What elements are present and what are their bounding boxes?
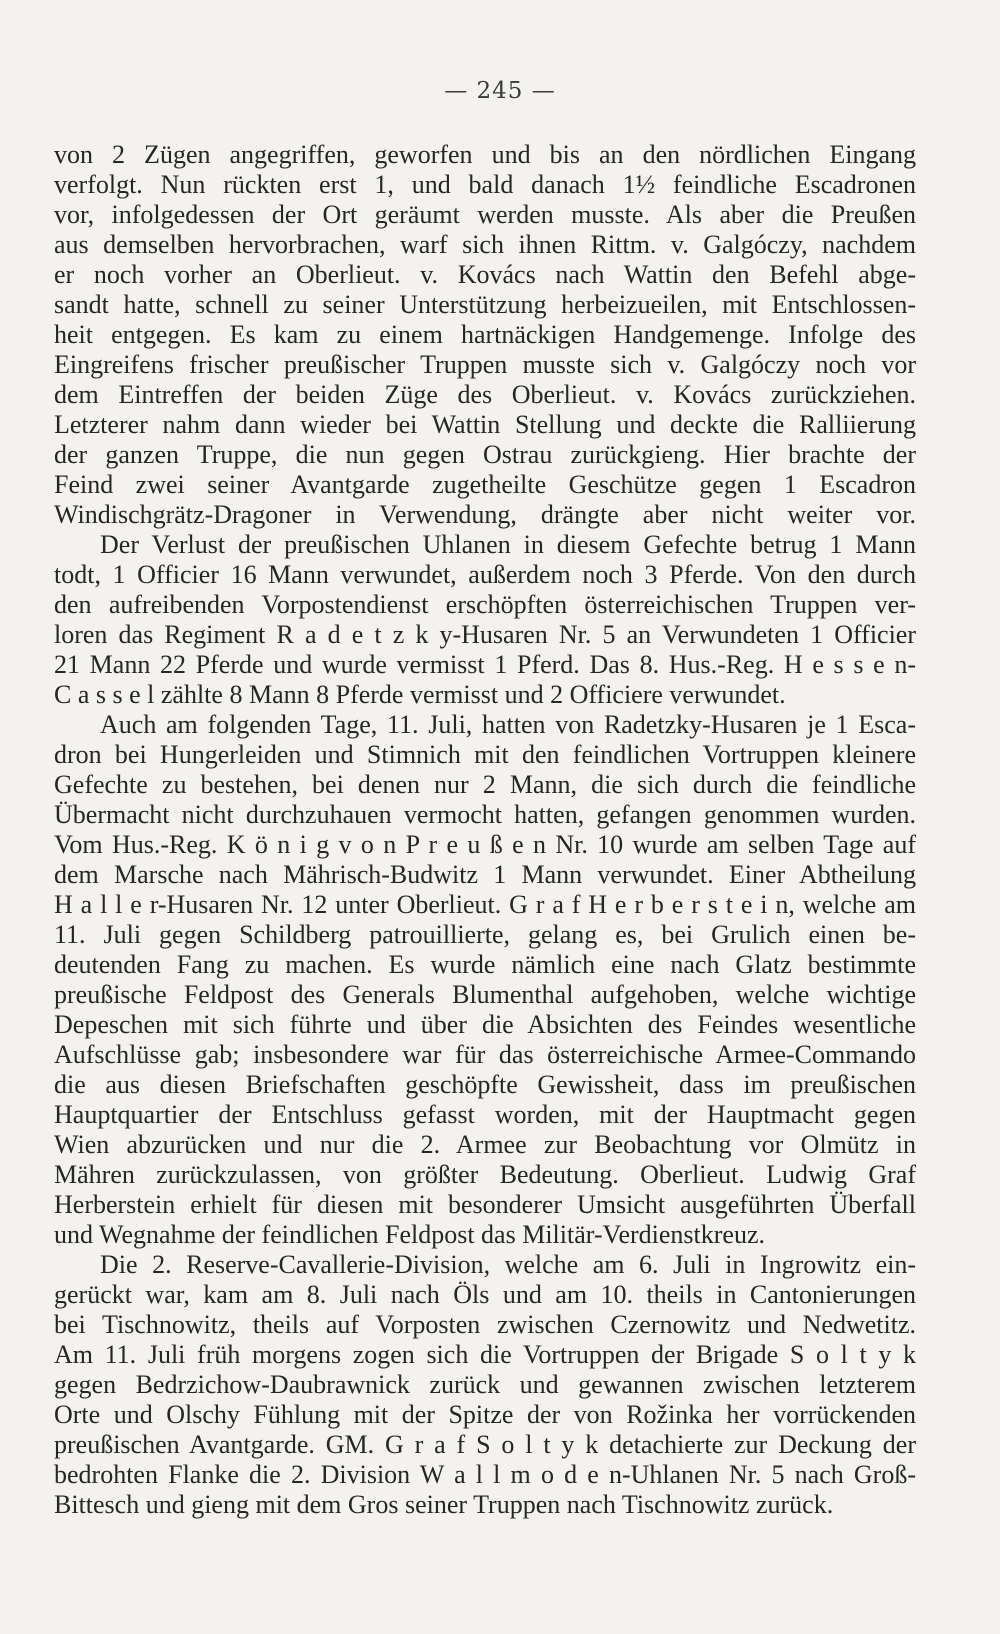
text-line: deutenden Fang zu machen. Es wurde nämlich eine nach Glatz bestimmte [54,950,916,979]
text-line: Aufschlüsse gab; insbesondere war für das österreichische Armee-Commando [54,1040,916,1069]
text-line: todt, 1 Officier 16 Mann verwundet, außerdem noch 3 Pferde. Von den durch [54,560,916,589]
text-line: Wien abzurücken und nur die 2. Armee zur Beobachtung vor Olmütz in [54,1130,916,1159]
text-line: dron bei Hungerleiden und Stimnich mit den feindlichen Vortruppen kleinere [54,740,916,769]
text-line: Windischgrätz-Dragoner in Verwendung, drängte aber nicht weiter vor. [54,500,916,529]
text-line: Der Verlust der preußischen Uhlanen in diesem Gefechte betrug 1 Mann [100,530,916,559]
text-line: und Wegnahme der feindlichen Feldpost das Militär-Verdienstkreuz. [54,1220,765,1249]
text-line: Herberstein erhielt für diesen mit besonderer Umsicht ausgeführten Überfall [54,1190,916,1219]
text-line: bedrohten Flanke die 2. Division W a l l m o d e n-Uhlanen Nr. 5 nach Groß- [54,1460,916,1489]
body-text [54,140,916,1520]
text-line: Die 2. Reserve-Cavallerie-Division, welche am 6. Juli in Ingrowitz ein- [100,1250,916,1279]
text-line: Hauptquartier der Entschluss gefasst worden, mit der Hauptmacht gegen [54,1100,916,1129]
text-line: gerückt war, kam am 8. Juli nach Öls und am 10. theils in Cantonierungen [54,1280,916,1309]
text-line: bei Tischnowitz, theils auf Vorposten zwischen Czernowitz und Nedwetitz. [54,1310,916,1339]
text-line: C a s s e l zählte 8 Mann 8 Pferde vermisst und 2 Officiere verwundet. [54,680,786,709]
text-line: dem Marsche nach Mährisch-Budwitz 1 Mann verwundet. Einer Abtheilung [54,860,916,889]
text-line: verfolgt. Nun rückten erst 1, und bald danach 1½ feindliche Escadronen [54,170,916,199]
text-line: H a l l e r-Husaren Nr. 12 unter Oberlieut. G r a f H e r b e r s t e i n, welche am [54,890,916,919]
text-line: Orte und Olschy Fühlung mit der Spitze der von Rožinka her vorrückenden [54,1400,916,1429]
text-line: Am 11. Juli früh morgens zogen sich die Vortruppen der Brigade S o l t y k [54,1340,916,1369]
text-line: Auch am folgenden Tage, 11. Juli, hatten von Radetzky-Husaren je 1 Esca- [100,710,916,739]
text-line: den aufreibenden Vorpostendienst erschöpften österreichischen Truppen ver- [54,590,916,619]
text-line: Vom Hus.-Reg. K ö n i g v o n P r e u ß e n Nr. 10 wurde am selben Tage auf [54,830,916,859]
text-line: Mähren zurückzulassen, von größter Bedeutung. Oberlieut. Ludwig Graf [54,1160,916,1189]
text-line: Bittesch und gieng mit dem Gros seiner Truppen nach Tischnowitz zurück. [54,1490,834,1519]
text-line: Gefechte zu bestehen, bei denen nur 2 Mann, die sich durch die feindliche [54,770,916,799]
text-line: gegen Bedrzichow-Daubrawnick zurück und gewannen zwischen letzterem [54,1370,916,1399]
text-line: Letzterer nahm dann wieder bei Wattin Stellung und deckte die Ralliierung [54,410,916,439]
text-line: sandt hatte, schnell zu seiner Unterstützung herbeizueilen, mit Entschlossen- [54,290,916,319]
text-line: 21 Mann 22 Pferde und wurde vermisst 1 Pferd. Das 8. Hus.-Reg. H e s s e n- [54,650,916,679]
text-line: Eingreifens frischer preußischer Truppen musste sich v. Galgóczy noch vor [54,350,916,379]
text-line: er noch vorher an Oberlieut. v. Kovács nach Wattin den Befehl abge- [54,260,916,289]
text-line: dem Eintreffen der beiden Züge des Oberlieut. v. Kovács zurückziehen. [54,380,916,409]
text-line: aus demselben hervorbrachen, warf sich ihnen Rittm. v. Galgóczy, nachdem [54,230,916,259]
text-line: preußische Feldpost des Generals Blumenthal aufgehoben, welche wichtige [54,980,916,1009]
text-line: vor, infolgedessen der Ort geräumt werden musste. Als aber die Preußen [54,200,916,229]
text-line: Übermacht nicht durchzuhauen vermocht hatten, gefangen genommen wurden. [54,800,916,829]
text-line: loren das Regiment R a d e t z k y-Husaren Nr. 5 an Verwundeten 1 Officier [54,620,916,649]
text-line: heit entgegen. Es kam zu einem hartnäckigen Handgemenge. Infolge des [54,320,916,349]
text-line: die aus diesen Briefschaften geschöpfte Gewissheit, dass im preußischen [54,1070,916,1099]
text-line: der ganzen Truppe, die nun gegen Ostrau zurückgieng. Hier brachte der [54,440,916,469]
text-line: Feind zwei seiner Avantgarde zugetheilte Geschütze gegen 1 Escadron [54,470,916,499]
page-number: — 245 — [444,78,556,104]
text-line: preußischen Avantgarde. GM. G r a f S o l t y k detachierte zur Deckung der [54,1430,916,1459]
text-line: von 2 Zügen angegriffen, geworfen und bis an den nördlichen Eingang [54,140,916,169]
text-line: 11. Juli gegen Schildberg patrouillierte, gelang es, bei Grulich einen be- [54,920,916,949]
text-line: Depeschen mit sich führte und über die Absichten des Feindes wesentliche [54,1010,916,1039]
